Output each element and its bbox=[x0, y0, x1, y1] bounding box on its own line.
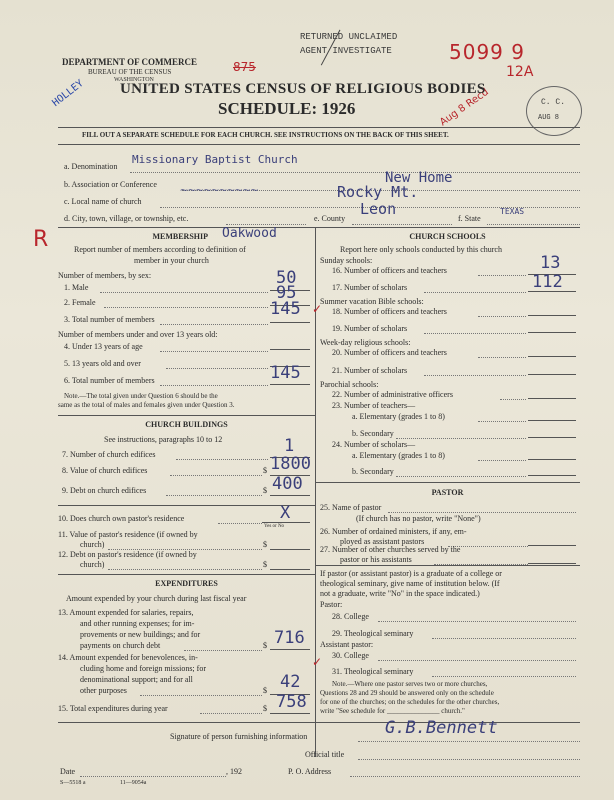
pastor-note4: write "See schedule for _______________ church." bbox=[320, 707, 465, 715]
sunday-schools-label: Sunday schools: bbox=[320, 256, 373, 265]
q23a-label: a. Elementary (grades 1 to 8) bbox=[352, 412, 445, 421]
returned-stamp-line2: AGENT INVESTIGATE bbox=[300, 46, 392, 56]
q14-label-d: other purposes bbox=[80, 686, 127, 695]
q7-edifices-value[interactable]: 1 bbox=[284, 436, 295, 456]
form-number: S—5518 a bbox=[60, 780, 86, 786]
county-label: e. County bbox=[314, 214, 346, 223]
q23b-label: b. Secondary bbox=[352, 429, 394, 438]
q20-label: 20. Number of officers and teachers bbox=[332, 348, 447, 357]
graduate-note3: not a graduate, write "No" in the space indicated.) bbox=[320, 589, 480, 598]
membership-sub2: member in your church bbox=[134, 256, 209, 265]
local-name-value[interactable]: Rocky Mt. bbox=[337, 183, 419, 201]
q2-female-value[interactable]: 95 bbox=[276, 283, 297, 303]
buildings-heading: CHURCH BUILDINGS bbox=[145, 420, 228, 429]
red-check-mark: ✓ bbox=[312, 302, 323, 316]
q14-label-c: denominational support; and for all bbox=[80, 675, 193, 684]
association-label: b. Association or Conference bbox=[64, 180, 157, 189]
q12-label-b: church) bbox=[80, 560, 105, 569]
yes-no-caption: Yes or No bbox=[264, 524, 285, 529]
handwritten-number: 5099 9 bbox=[449, 40, 525, 64]
q9-label: 9. Debt on church edifices bbox=[62, 486, 147, 495]
expenditures-heading: EXPENDITURES bbox=[155, 579, 218, 588]
dollar-sign-q15: $ bbox=[263, 704, 267, 713]
q23-label: 23. Number of teachers— bbox=[332, 401, 416, 410]
q13-amount[interactable]: 716 bbox=[274, 628, 305, 648]
local-name-label: c. Local name of church bbox=[64, 197, 142, 206]
q14-amount[interactable]: 42 bbox=[280, 672, 301, 692]
handwritten-code: 12A bbox=[506, 64, 534, 80]
q8-value-amount[interactable]: 1800 bbox=[270, 454, 311, 474]
dollar-sign-q8: $ bbox=[263, 466, 267, 475]
q9-debt-amount[interactable]: 400 bbox=[272, 474, 303, 494]
q10-label: 10. Does church own pastor's residence bbox=[58, 514, 185, 523]
q14-label-b: cluding home and foreign missions; for bbox=[80, 664, 206, 673]
po-address-label: P. O. Address bbox=[288, 767, 332, 776]
q2-label: 2. Female bbox=[64, 298, 96, 307]
membership-sub1: Report number of members according to definition of bbox=[74, 245, 246, 254]
q13-label-a: 13. Amount expended for salaries, repairs, bbox=[58, 608, 194, 617]
dollar-sign-q12: $ bbox=[263, 560, 267, 569]
pastor-heading: PASTOR bbox=[431, 488, 464, 497]
handwritten-holley: HOLLEY bbox=[50, 78, 86, 109]
q5-label: 5. 13 years old and over bbox=[64, 359, 141, 368]
q29-label: 29. Theological seminary bbox=[332, 629, 414, 638]
q11-label-a: 11. Value of pastor's residence (if owned by bbox=[58, 530, 198, 539]
q6-total-value[interactable]: 145 bbox=[270, 363, 301, 383]
q16-label: 16. Number of officers and teachers bbox=[332, 266, 447, 275]
q11-label-b: church) bbox=[80, 540, 105, 549]
q1-male-value[interactable]: 50 bbox=[276, 268, 297, 288]
q14-label-a: 14. Amount expended for benevolences, in- bbox=[58, 653, 198, 662]
dollar-sign-q14: $ bbox=[263, 686, 267, 695]
handwritten-oakwood: Oakwood bbox=[222, 226, 277, 241]
parochial-schools-label: Parochial schools: bbox=[320, 380, 379, 389]
q31-label: 31. Theological seminary bbox=[332, 667, 414, 676]
assistant-pastor-sublabel: Assistant pastor: bbox=[320, 640, 374, 649]
q24b-label: b. Secondary bbox=[352, 467, 394, 476]
print-number: 11—9054a bbox=[120, 780, 147, 786]
membership-note1: Note.—The total given under Question 6 should be the bbox=[64, 392, 218, 400]
q12-label-a: 12. Debt on pastor's residence (if owned by bbox=[58, 550, 197, 559]
q24-label: 24. Number of scholars— bbox=[332, 440, 416, 449]
association-value[interactable]: New Home bbox=[385, 170, 453, 186]
q4-label: 4. Under 13 years of age bbox=[64, 342, 143, 351]
q3-label: 3. Total number of members bbox=[64, 315, 155, 324]
round-stamp-text2: AUG 8 bbox=[538, 114, 560, 122]
q15-label: 15. Total expenditures during year bbox=[58, 704, 168, 713]
q18-label: 18. Number of officers and teachers bbox=[332, 307, 447, 316]
q26-label-b: ployed as assistant pastors bbox=[340, 537, 425, 546]
weekday-schools-label: Week-day religious schools: bbox=[320, 338, 411, 347]
official-title-label: Official title bbox=[305, 750, 345, 759]
q15-total-amount[interactable]: 758 bbox=[276, 692, 307, 712]
handwritten-r-mark: R bbox=[33, 227, 49, 252]
round-stamp-text1: C. C. bbox=[541, 98, 566, 107]
round-received-stamp bbox=[526, 86, 582, 136]
q25-note: (If church has no pastor, write "None") bbox=[356, 514, 481, 523]
q10-residence-value[interactable]: X bbox=[280, 503, 291, 523]
denomination-label: a. Denomination bbox=[64, 162, 118, 171]
q19-label: 19. Number of scholars bbox=[332, 324, 408, 333]
q24a-label: a. Elementary (grades 1 to 8) bbox=[352, 451, 445, 460]
county-value[interactable]: Leon bbox=[360, 200, 397, 218]
q21-label: 21. Number of scholars bbox=[332, 366, 408, 375]
denomination-value[interactable]: Missionary Baptist Church bbox=[132, 153, 298, 166]
q13-label-c: provements or new buildings; and for bbox=[80, 630, 201, 639]
graduate-note2: theological seminary, give name of institution below. (If bbox=[320, 579, 500, 588]
q27-label-a: 27. Number of other churches served by the bbox=[320, 545, 461, 554]
returned-stamp-line1: RETURNED UNCLAIMED bbox=[300, 32, 398, 42]
q17-scholars-value[interactable]: 112 bbox=[532, 272, 563, 292]
q22-label: 22. Number of administrative officers bbox=[332, 390, 453, 399]
pastor-note3: for one of the churches; on the schedules for the other churches, bbox=[320, 698, 500, 706]
department-name: DEPARTMENT OF COMMERCE bbox=[62, 57, 198, 67]
signature-value[interactable]: G.B.Bennett bbox=[385, 718, 498, 738]
dollar-sign-q9: $ bbox=[263, 486, 267, 495]
schools-heading: CHURCH SCHOOLS bbox=[409, 232, 486, 241]
form-subtitle: SCHEDULE: 1926 bbox=[218, 99, 356, 118]
pastor-note1: Note.—Where one pastor serves two or more churches, bbox=[332, 680, 488, 688]
q7-label: 7. Number of church edifices bbox=[62, 450, 156, 459]
form-title: UNITED STATES CENSUS OF RELIGIOUS BODIES bbox=[120, 81, 486, 97]
q26-label-a: 26. Number of ordained ministers, if any, em- bbox=[320, 527, 467, 536]
dollar-sign-q11: $ bbox=[263, 540, 267, 549]
graduate-note1: If pastor (or assistant pastor) is a graduate of a college or bbox=[320, 569, 502, 578]
q30-label: 30. College bbox=[332, 651, 369, 660]
q3-total-value[interactable]: 145 bbox=[270, 299, 301, 319]
dollar-sign-q13: $ bbox=[263, 641, 267, 650]
buildings-sub: See instructions, paragraphs 10 to 12 bbox=[104, 435, 223, 444]
q27-label-b: pastor or his assistants bbox=[340, 555, 412, 564]
state-label: f. State bbox=[458, 214, 481, 223]
membership-heading: MEMBERSHIP bbox=[152, 232, 208, 241]
under-over-label: Number of members under and over 13 years old: bbox=[58, 330, 218, 339]
pastor-sublabel: Pastor: bbox=[320, 600, 343, 609]
q17-label: 17. Number of scholars bbox=[332, 283, 408, 292]
expenditures-sub: Amount expended by your church during last fiscal year bbox=[66, 594, 247, 603]
struck-local-name: ~~~~~~~~~~ bbox=[180, 183, 259, 198]
summer-schools-label: Summer vacation Bible schools: bbox=[320, 297, 424, 306]
q13-label-d: payments on church debt bbox=[80, 641, 161, 650]
date-year: , 192 bbox=[226, 767, 242, 776]
state-value[interactable]: TEXAS bbox=[500, 207, 525, 216]
handwritten-struck-number: 875 bbox=[233, 60, 256, 74]
q16-officers-value[interactable]: 13 bbox=[540, 253, 561, 273]
membership-note2: same as the total of males and females given under Question 3. bbox=[58, 401, 235, 409]
q1-label: 1. Male bbox=[64, 283, 89, 292]
city-name: WASHINGTON bbox=[114, 77, 154, 83]
q6-label: 6. Total number of members bbox=[64, 376, 155, 385]
q25-label: 25. Name of pastor bbox=[320, 503, 382, 512]
q28-label: 28. College bbox=[332, 612, 369, 621]
signature-label: Signature of person furnishing information bbox=[170, 732, 308, 741]
handwritten-received-date: Aug 8 Recd bbox=[437, 86, 491, 129]
pastor-note2: Questions 28 and 29 should be answered only on the schedule bbox=[320, 689, 494, 697]
q13-label-b: and other running expenses; for im- bbox=[80, 619, 195, 628]
bureau-name: BUREAU OF THE CENSUS bbox=[88, 68, 172, 76]
q8-label: 8. Value of church edifices bbox=[62, 466, 148, 475]
red-check-mark-2: ✓ bbox=[312, 655, 323, 669]
date-label: Date bbox=[60, 767, 76, 776]
schools-sub: Report here only schools conducted by this church bbox=[340, 245, 502, 254]
city-label: d. City, town, village, or township, etc. bbox=[64, 214, 189, 223]
instruction-line: FILL OUT A SEPARATE SCHEDULE FOR EACH CHURCH. SEE INSTRUCTIONS ON THE BACK OF THIS SHEET. bbox=[82, 131, 449, 139]
members-by-sex-label: Number of members, by sex: bbox=[58, 271, 152, 280]
